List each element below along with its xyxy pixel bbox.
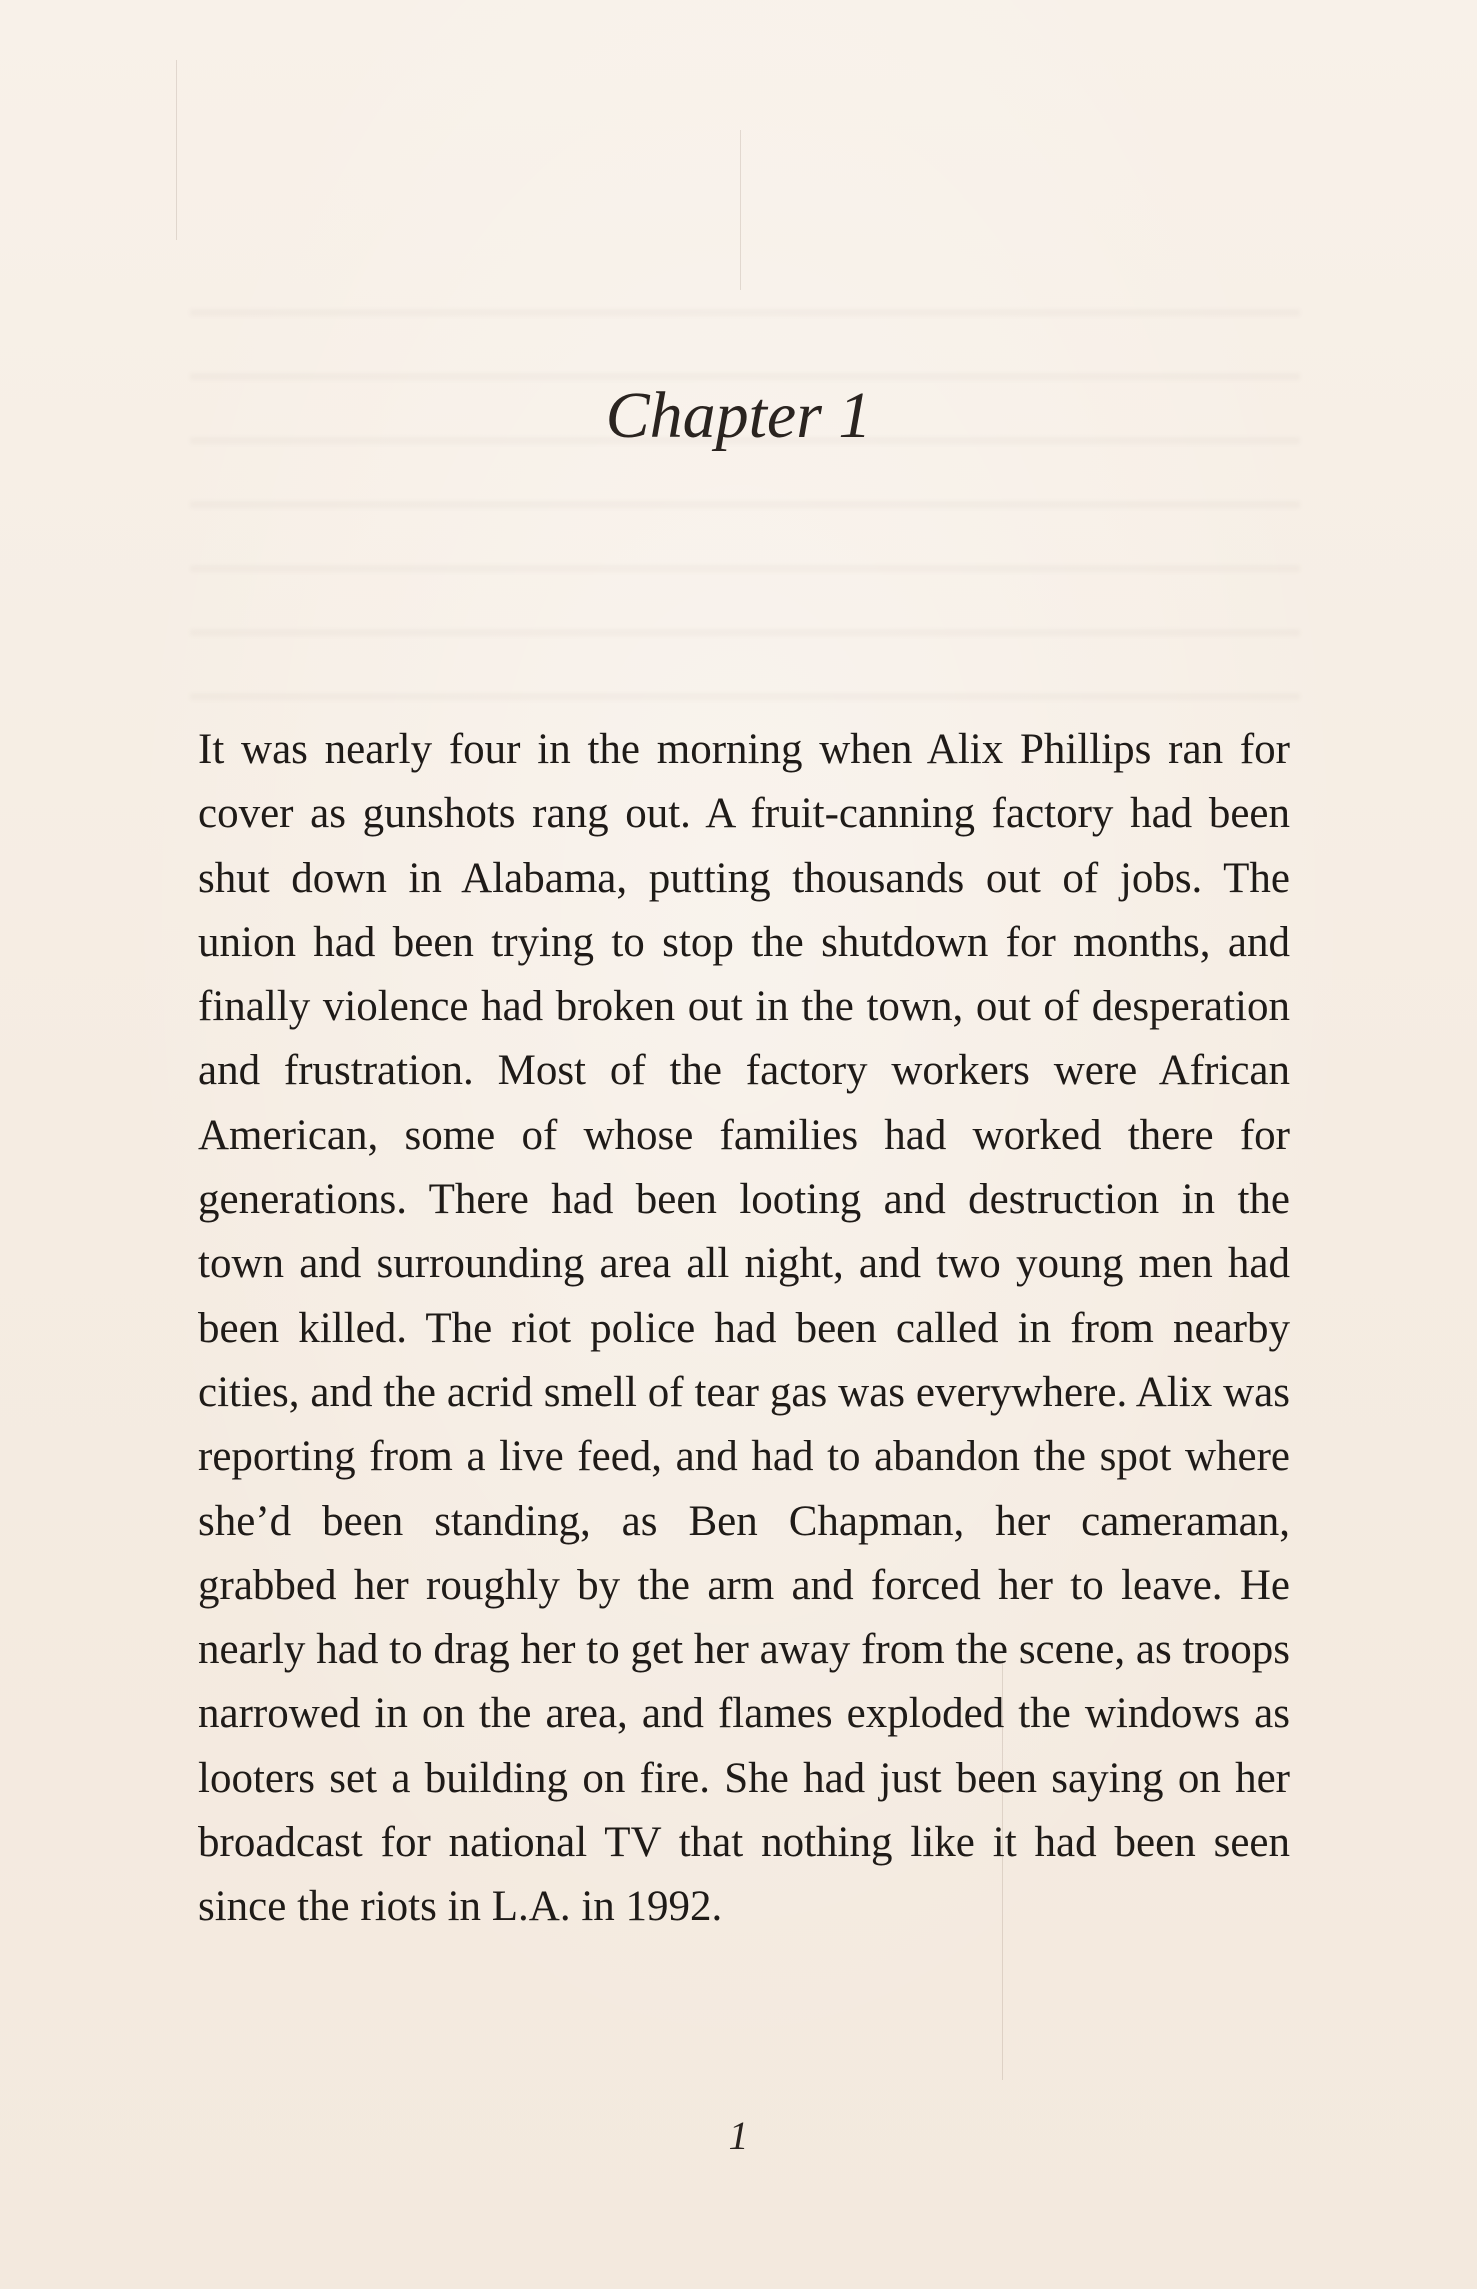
chapter-title: Chapter 1 (605, 379, 872, 452)
page-crease (176, 60, 177, 240)
page-number: 1 (728, 2113, 749, 2158)
chapter-body-paragraph: It was nearly four in the morning when Alix Phillips ran for cover as gunshots rang out. A fruit-canning factory had been shut down in Alabama, putting thousands out of jobs. The union had been trying to stop the shutdown for months, and finally violence had broken out in the town, out of desperation and frustration. Most of the factory workers were African American, some of whose families had worked there for generations. There had been looting and destruction in the town and surrounding area all night, and two young men had been killed. The riot police had been called in from nearby cities, and the acrid smell of tear gas was everywhere. Alix was reporting from a live feed, and had to abandon the spot where she’d been standing, as Ben Chapman, her cameraman, grabbed her roughly by the arm and forced her to leave. He nearly had to drag her to get her away from the scene, as troops narrowed in on the area, and flames exploded the windows as looters set a building on fire. She had just been saying on her broadcast for national TV that nothing like it had been seen since the riots in L.A. in 1992. (198, 726, 1290, 1931)
page-crease (740, 130, 741, 290)
bleed-through-text (190, 260, 1300, 740)
